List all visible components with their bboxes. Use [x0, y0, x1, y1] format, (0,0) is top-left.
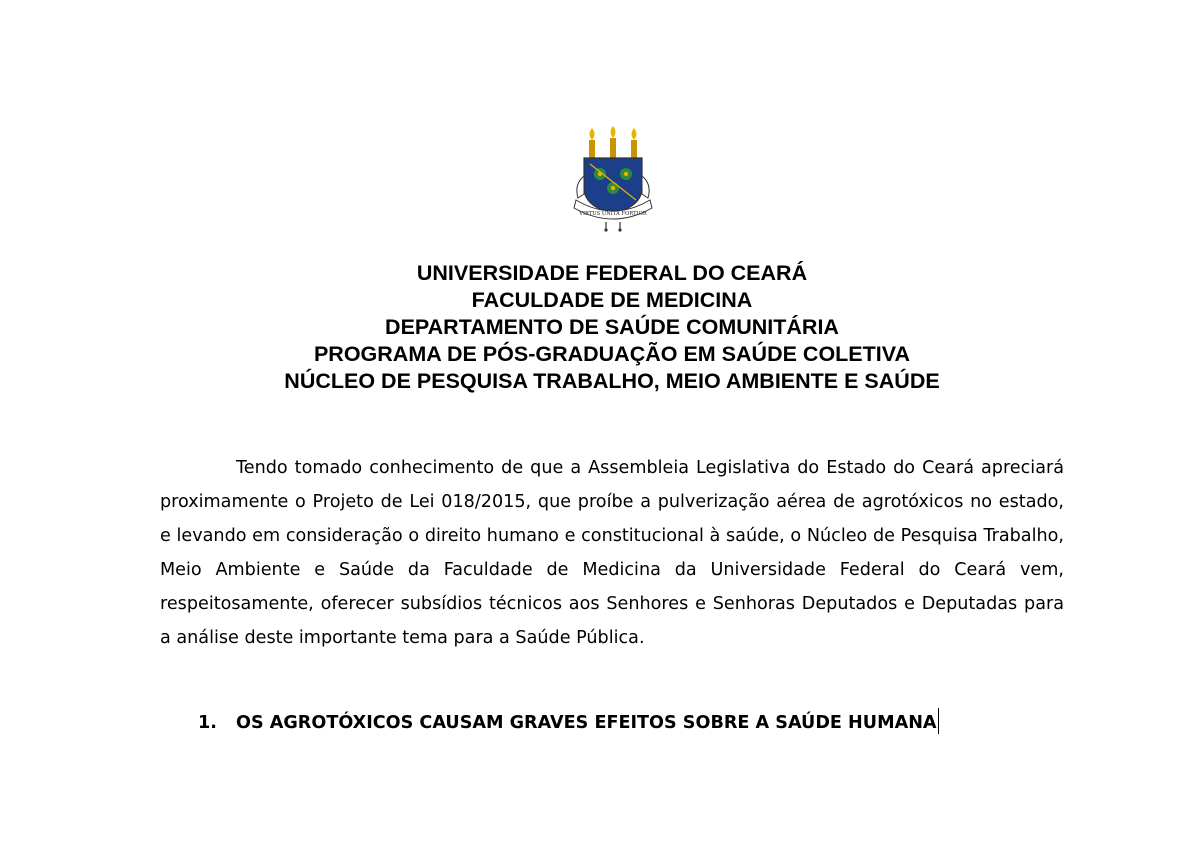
torch-icon [589, 128, 595, 158]
intro-paragraph[interactable]: Tendo tomado conhecimento de que a Assembleia Legislativa do Estado do Ceará apreciará proximamente o Projeto de Lei 018/2015, que proíbe a pulverização aérea de agrotóxicos no estado, e levando em consideração o direito humano e constitucional à saúde, o Núcleo de Pesquisa Trabalho, Meio Ambiente e Saúde da Faculdade de Medicina da Universidade Federal do Ceará vem, respeitosamente, oferecer subsídios técnicos aos Senhores e Senhoras Deputados e Deputadas para a análise deste importante tema para a Saúde Pública. [160, 458, 1064, 648]
header-line-faculty: FACULDADE DE MEDICINA [471, 288, 753, 312]
section-title: OS AGROTÓXICOS CAUSAM GRAVES EFEITOS SOBRE A SAÚDE HUMANA [236, 713, 937, 733]
section-number: 1. [198, 713, 217, 733]
svg-text:VIRTUS UNITA FORTIOR: VIRTUS UNITA FORTIOR [579, 211, 647, 217]
header-line-university: UNIVERSIDADE FEDERAL DO CEARÁ [416, 261, 808, 285]
header-line-research-group: NÚCLEO DE PESQUISA TRABALHO, MEIO AMBIENTE E SAÚDE [284, 369, 940, 393]
torch-icon [631, 128, 637, 158]
text-cursor [938, 708, 939, 734]
section-heading[interactable] [198, 706, 939, 740]
torch-icon [610, 126, 616, 158]
header-line-department: DEPARTAMENTO DE SAÚDE COMUNITÁRIA [385, 315, 839, 339]
header-line-program: PROGRAMA DE PÓS-GRADUAÇÃO EM SAÚDE COLETIVA [313, 342, 911, 366]
university-crest-logo [570, 126, 656, 232]
institution-header [160, 260, 1064, 395]
